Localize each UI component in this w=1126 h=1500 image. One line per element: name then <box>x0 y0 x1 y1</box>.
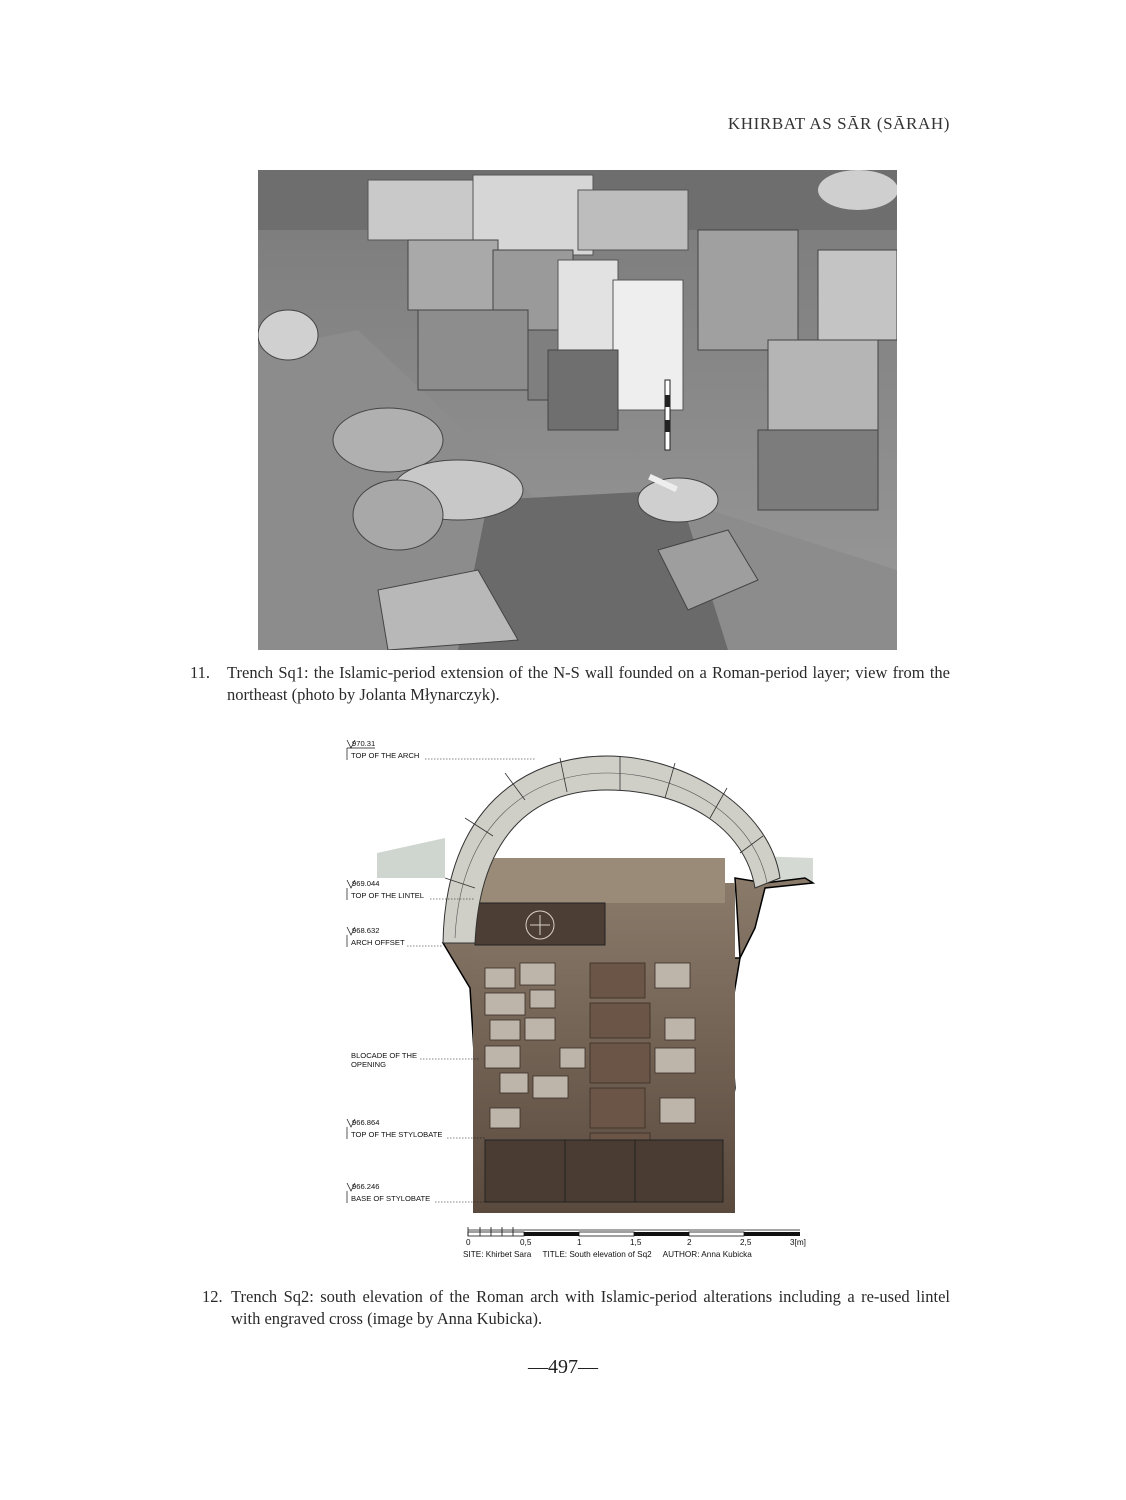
level-label: TOP OF THE STYLOBATE <box>351 1130 443 1139</box>
running-head: KHIRBAT AS SĀR (SĀRAH) <box>727 114 950 133</box>
level-marker-arch-offset <box>347 926 443 947</box>
figure-11-caption-text: Trench Sq1: the Islamic-period extension of the N-S wall founded on a Roman-period layer; view from the northeast (photo by Jolanta Młynarczyk). <box>227 663 950 704</box>
arch-elevation-svg <box>335 728 825 1263</box>
figure-11-caption <box>190 662 950 706</box>
scale-tick-label: 1 <box>577 1238 582 1247</box>
level-label: TOP OF THE ARCH <box>351 751 420 760</box>
level-label: ARCH OFFSET <box>351 938 405 947</box>
figure-12-caption-text: Trench Sq2: south elevation of the Roman arch with Islamic-period alterations including a re-used lintel with engraved cross (image by Anna Kubicka). <box>231 1287 950 1328</box>
scale-tick-label: 1,5 <box>630 1238 642 1247</box>
level-label-line2: OPENING <box>351 1060 387 1069</box>
scale-tick-label: 2 <box>687 1238 692 1247</box>
figure-12-drawing <box>335 728 825 1263</box>
level-elevation: 966.864 <box>352 1118 380 1127</box>
level-marker-base-stylobate <box>347 1182 487 1203</box>
level-marker-top-arch <box>347 739 535 760</box>
level-marker-blockade <box>351 1051 480 1069</box>
level-label: TOP OF THE LINTEL <box>351 891 425 900</box>
scale-bar <box>463 1227 806 1259</box>
level-elevation: 968.632 <box>352 926 380 935</box>
scale-tick-label: 2,5 <box>740 1238 752 1247</box>
trench-photo-illustration <box>258 170 897 650</box>
drawing-credit-footer: SITE: Khirbet Sara TITLE: South elevation of Sq2 AUTHOR: Anna Kubicka <box>463 1250 752 1259</box>
level-elevation: 970.31 <box>352 739 376 748</box>
level-elevation: 969.044 <box>352 879 380 888</box>
figure-12-caption <box>202 1286 950 1330</box>
figure-11-number: 11. <box>190 663 211 682</box>
page-number: —497— <box>528 1356 598 1378</box>
level-label: BASE OF STYLOBATE <box>351 1194 431 1203</box>
scale-tick-label: 0,5 <box>520 1238 532 1247</box>
scale-tick-label: 3[m] <box>790 1238 806 1247</box>
level-elevation: 966.246 <box>352 1182 380 1191</box>
level-label: BLOCADE OF THE <box>351 1051 418 1060</box>
level-marker-top-stylobate <box>347 1118 485 1139</box>
figure-12-number: 12. <box>202 1287 223 1306</box>
scale-tick-label: 0 <box>466 1238 471 1247</box>
figure-11-photo <box>258 170 897 650</box>
